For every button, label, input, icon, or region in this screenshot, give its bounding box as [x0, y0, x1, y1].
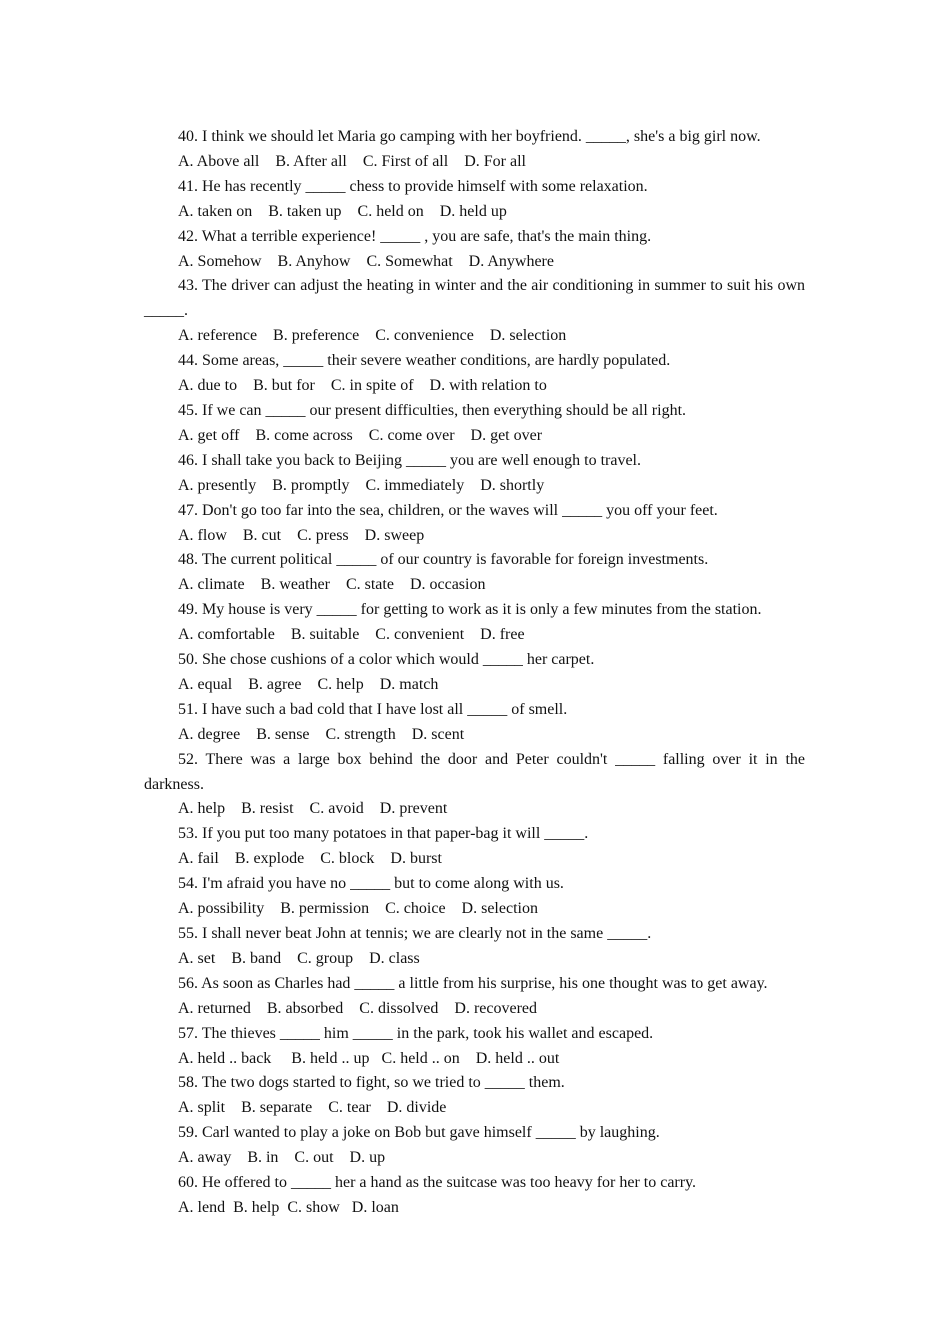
question-options: A. presently B. promptly C. immediately D. shortly: [178, 476, 545, 494]
question-stem: 50. She chose cushions of a color which would _____ her carpet.: [178, 651, 595, 669]
question-options: A. comfortable B. suitable C. convenient D. free: [178, 626, 525, 644]
question-57: [144, 1022, 805, 1072]
question-45: [144, 399, 805, 449]
question-stem: 43. The driver can adjust the heating in winter and the air conditioning in summer to suit his own _____.: [144, 277, 805, 320]
question-options: A. fail B. explode C. block D. burst: [178, 850, 442, 868]
question-49: [144, 598, 805, 648]
question-options: A. held .. back B. held .. up C. held .. on D. held .. out: [178, 1049, 560, 1067]
question-options: A. flow B. cut C. press D. sweep: [178, 526, 425, 544]
question-options: A. away B. in C. out D. up: [178, 1149, 386, 1167]
question-stem: 40. I think we should let Maria go camping with her boyfriend. _____, she's a big girl now.: [178, 128, 761, 145]
question-options: A. help B. resist C. avoid D. prevent: [178, 800, 448, 818]
question-47: [144, 499, 805, 549]
question-options: A. due to B. but for C. in spite of D. with relation to: [178, 377, 547, 395]
question-options: A. equal B. agree C. help D. match: [178, 675, 439, 693]
question-59: [144, 1121, 805, 1171]
question-stem: 54. I'm afraid you have no _____ but to come along with us.: [178, 875, 564, 893]
question-stem: 47. Don't go too far into the sea, children, or the waves will _____ you off your feet.: [178, 501, 718, 519]
question-options: A. set B. band C. group D. class: [178, 949, 420, 967]
question-stem: 46. I shall take you back to Beijing _____ you are well enough to travel.: [178, 451, 641, 469]
question-stem: 59. Carl wanted to play a joke on Bob but gave himself _____ by laughing.: [178, 1124, 660, 1142]
question-60: [144, 1171, 805, 1221]
question-stem: 60. He offered to _____ her a hand as the suitcase was too heavy for her to carry.: [178, 1174, 697, 1192]
question-43: [144, 274, 805, 349]
question-stem: 45. If we can _____ our present difficulties, then everything should be all right.: [178, 401, 687, 419]
question-44: [144, 349, 805, 399]
question-50: [144, 648, 805, 698]
question-stem: 57. The thieves _____ him _____ in the park, took his wallet and escaped.: [178, 1024, 654, 1042]
question-56: [144, 972, 805, 1022]
question-53: [144, 822, 805, 872]
question-stem: 49. My house is very _____ for getting to work as it is only a few minutes from the station.: [178, 601, 762, 619]
question-51: [144, 698, 805, 748]
question-options: A. taken on B. taken up C. held on D. held up: [178, 202, 507, 220]
question-stem: 52. There was a large box behind the door and Peter couldn't _____ falling over it in the darkness.: [144, 750, 805, 793]
question-options: A. returned B. absorbed C. dissolved D. recovered: [178, 999, 538, 1017]
question-stem: 56. As soon as Charles had _____ a little from his surprise, his one thought was to get away.: [178, 974, 768, 992]
question-options: A. reference B. preference C. convenience D. selection: [178, 327, 567, 345]
question-list: [144, 125, 805, 1221]
question-55: [144, 922, 805, 972]
question-options: A. split B. separate C. tear D. divide: [178, 1099, 447, 1117]
question-options: A. get off B. come across C. come over D. get over: [178, 426, 543, 444]
question-stem: 42. What a terrible experience! _____ , you are safe, that's the main thing.: [178, 227, 652, 245]
question-stem: 48. The current political _____ of our country is favorable for foreign investments.: [178, 551, 709, 569]
question-58: [144, 1071, 805, 1121]
question-stem: 41. He has recently _____ chess to provide himself with some relaxation.: [178, 177, 648, 195]
question-40: [144, 125, 805, 175]
question-48: [144, 548, 805, 598]
question-stem: 44. Some areas, _____ their severe weather conditions, are hardly populated.: [178, 352, 671, 370]
question-options: A. possibility B. permission C. choice D. selection: [178, 900, 538, 918]
question-42: [144, 225, 805, 275]
question-stem: 53. If you put too many potatoes in that paper-bag it will _____.: [178, 825, 589, 843]
question-options: A. lend B. help C. show D. loan: [178, 1198, 399, 1216]
question-stem: 51. I have such a bad cold that I have lost all _____ of smell.: [178, 700, 568, 718]
question-54: [144, 872, 805, 922]
question-41: [144, 175, 805, 225]
question-options: A. Somehow B. Anyhow C. Somewhat D. Anywhere: [178, 252, 554, 270]
question-52: [144, 748, 805, 823]
question-stem: 55. I shall never beat John at tennis; we are clearly not in the same _____.: [178, 925, 652, 942]
question-options: A. degree B. sense C. strength D. scent: [178, 725, 465, 743]
question-stem: 58. The two dogs started to fight, so we tried to _____ them.: [178, 1074, 565, 1092]
question-options: A. climate B. weather C. state D. occasion: [178, 576, 486, 594]
question-options: A. Above all B. After all C. First of all D. For all: [178, 152, 526, 170]
question-46: [144, 449, 805, 499]
